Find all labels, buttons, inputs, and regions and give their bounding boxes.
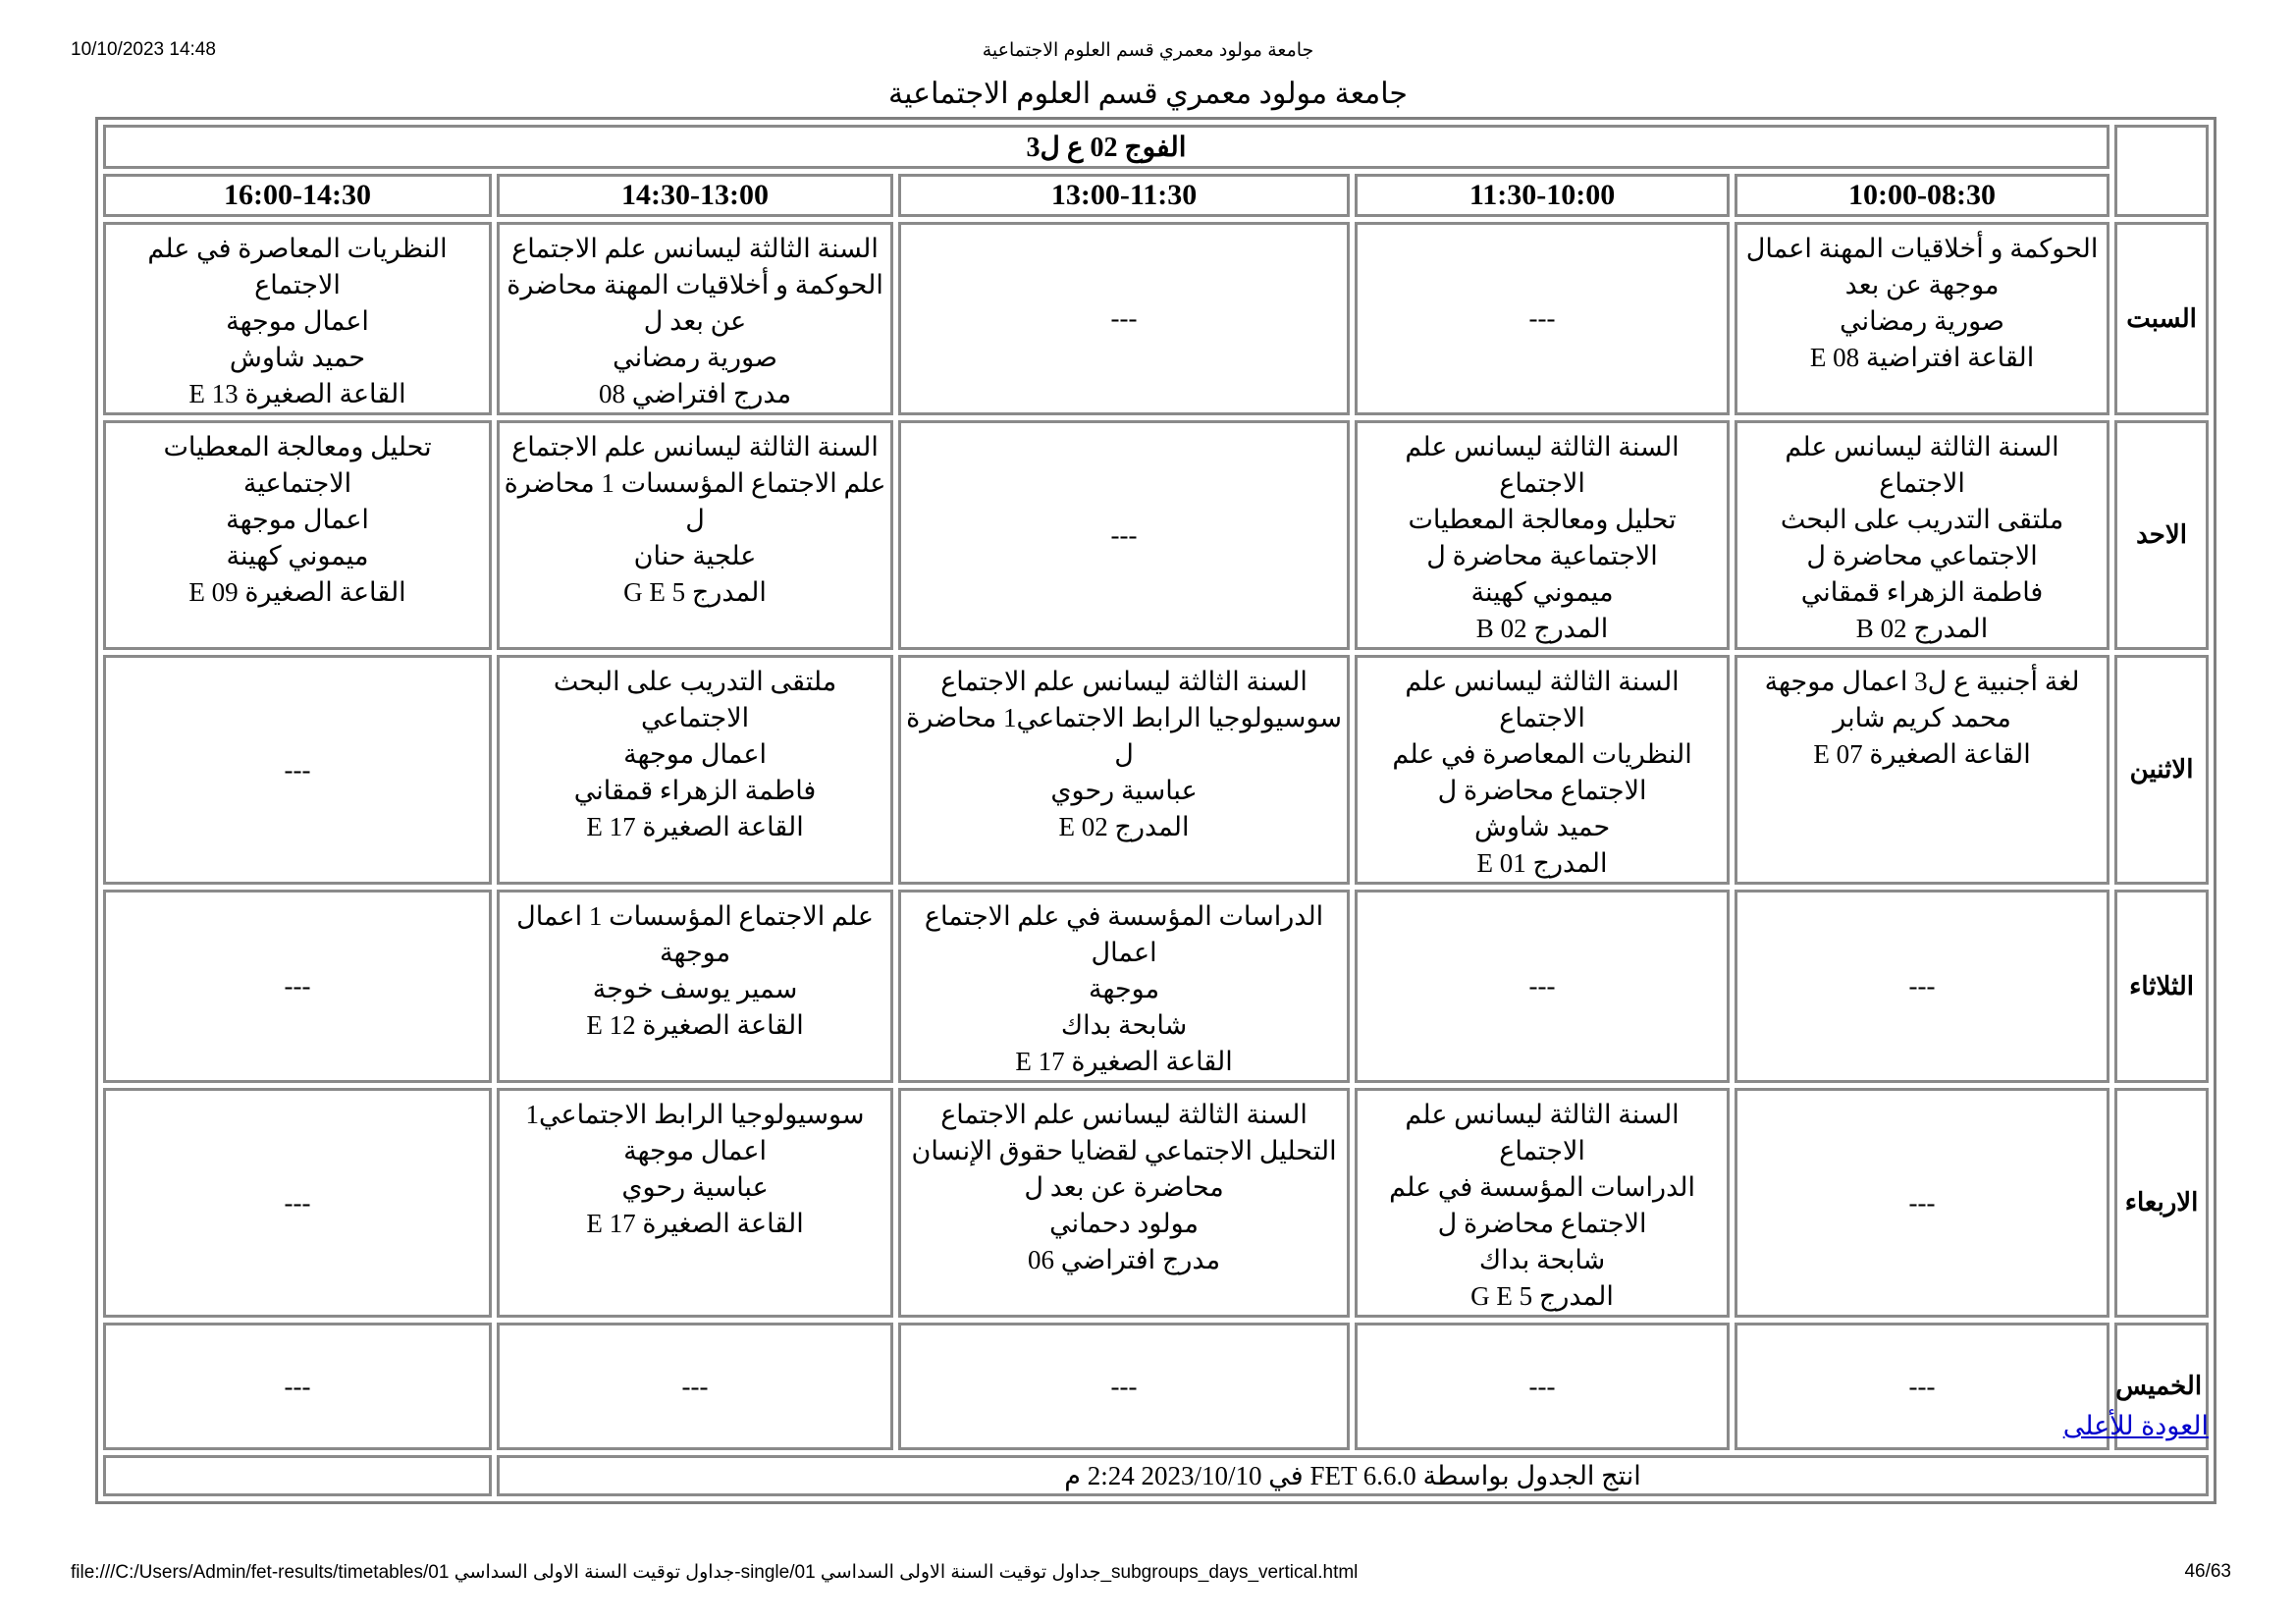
session-line: علجية حنان <box>633 541 757 570</box>
session-cell <box>1355 420 1730 650</box>
day-row <box>103 222 2209 415</box>
day-row <box>103 420 2209 650</box>
session-line: الدراسات المؤسسة في علم <box>1389 1172 1695 1202</box>
day-label: الثلاثاء <box>2114 890 2209 1083</box>
time-slot-header: 16:00-14:30 <box>103 174 492 217</box>
empty-slot: --- <box>1735 1088 2109 1318</box>
session-line: مدرج افتراضي 06 <box>1028 1245 1221 1274</box>
back-to-top-link[interactable]: العودة للأعلى <box>2062 1411 2209 1440</box>
session-line: عباسية رحوي <box>621 1172 769 1202</box>
empty-slot: --- <box>1355 222 1730 415</box>
session-line: صورية رمضاني <box>613 343 777 372</box>
session-cell <box>497 655 893 885</box>
empty-slot: --- <box>898 1323 1350 1450</box>
session-line: حميد شاوش <box>1473 812 1611 841</box>
session-line: اعمال موجهة <box>226 505 369 534</box>
session-cell <box>103 420 492 650</box>
footer-row <box>103 1455 2209 1496</box>
session-line: المدرج 02 B <box>1475 614 1609 643</box>
session-cell <box>1735 655 2109 885</box>
session-line: القاعة الصغيرة 09 E <box>188 577 406 607</box>
session-line: المدرج 02 E <box>1058 812 1190 841</box>
day-label: الاربعاء <box>2114 1088 2209 1318</box>
table-caption: جامعة مولود معمري قسم العلوم الاجتماعية <box>888 78 1408 110</box>
session-line: القاعة الصغيرة 12 E <box>586 1010 804 1040</box>
time-slots-row <box>103 174 2209 217</box>
day-label: الخميس <box>2114 1323 2209 1450</box>
day-row <box>103 655 2209 885</box>
session-line: سمير يوسف خوجة <box>592 974 798 1003</box>
session-line: سوسيولوجيا الرابط الاجتماعي1 <box>525 1100 865 1129</box>
session-cell <box>1355 655 1730 885</box>
day-row <box>103 890 2209 1083</box>
session-line: عن بعد ل <box>643 306 747 336</box>
empty-slot: --- <box>1355 890 1730 1083</box>
empty-slot: --- <box>1735 1323 2109 1450</box>
empty-slot: --- <box>1355 1323 1730 1450</box>
time-slot-header: 13:00-11:30 <box>898 174 1350 217</box>
session-line: محمد كريم شابر <box>1833 703 2011 732</box>
session-line: ملتقى التدريب على البحث الاجتماعي <box>553 667 837 732</box>
session-line: الاجتماع محاضرة ل <box>1437 776 1647 805</box>
empty-slot: --- <box>103 890 492 1083</box>
session-line: علم الاجتماع المؤسسات 1 محاضرة <box>504 468 886 498</box>
empty-slot: --- <box>103 1088 492 1318</box>
timetable <box>95 117 2216 1504</box>
session-line: علم الاجتماع المؤسسات 1 اعمال <box>516 901 874 931</box>
session-line: الاجتماعية محاضرة ل <box>1426 541 1658 570</box>
session-line: صورية رمضاني <box>1840 306 2004 336</box>
session-line: لغة أجنبية ع ل3 اعمال موجهة <box>1764 667 2080 696</box>
session-line: مدرج افتراضي 08 <box>599 379 792 408</box>
day-label: السبت <box>2114 222 2209 415</box>
time-slot-header: 11:30-10:00 <box>1355 174 1730 217</box>
session-line: ميموني كهينة <box>226 541 369 570</box>
session-line: حميد شاوش <box>229 343 366 372</box>
time-slot-header: 10:00-08:30 <box>1735 174 2109 217</box>
session-cell <box>497 420 893 650</box>
session-line: موجهة عن بعد <box>1844 270 2000 299</box>
session-line: مولود دحماني <box>1049 1209 1200 1238</box>
session-cell <box>1735 222 2109 415</box>
footer-corner-cell <box>103 1455 492 1496</box>
day-label: الاثنين <box>2114 655 2209 885</box>
print-header-title: جامعة مولود معمري قسم العلوم الاجتماعية <box>982 40 1314 61</box>
session-line: السنة الثالثة ليسانس علم الاجتماع <box>1785 432 2059 498</box>
session-line: ل <box>685 505 705 534</box>
session-line: المدرج 5 G E <box>623 577 767 607</box>
corner-cell <box>2114 125 2209 217</box>
session-line: السنة الثالثة ليسانس علم الاجتماع <box>940 1100 1308 1129</box>
session-line: النظريات المعاصرة في علم الاجتماع <box>147 234 448 299</box>
empty-slot: --- <box>898 420 1350 650</box>
session-line: الحوكمة و أخلاقيات المهنة اعمال <box>1745 234 2099 263</box>
session-line: القاعة افتراضية 08 E <box>1809 343 2035 372</box>
session-line: التحليل الاجتماعي لقضايا حقوق الإنسان <box>911 1136 1337 1165</box>
session-line: السنة الثالثة ليسانس علم الاجتماع <box>1405 432 1680 498</box>
session-line: الدراسات المؤسسة في علم الاجتماع اعمال <box>924 901 1324 967</box>
session-cell <box>1735 420 2109 650</box>
session-line: السنة الثالثة ليسانس علم الاجتماع <box>1405 667 1680 732</box>
session-line: عباسية رحوي <box>1050 776 1198 805</box>
session-line: المدرج 02 B <box>1855 614 1989 643</box>
days-body <box>103 222 2209 1450</box>
session-cell <box>898 655 1350 885</box>
session-line: شابحة بداك <box>1060 1010 1188 1040</box>
session-cell <box>497 1088 893 1318</box>
session-cell <box>497 890 893 1083</box>
print-file-path: file:///C:/Users/Admin/fet-results/timetables/01 جداول توقيت السنة الاولى السداسي-single/01 جداول توقيت السنة الاولى السداسي_subgroups_days_vertical.html <box>71 1562 1359 1583</box>
session-line: السنة الثالثة ليسانس علم الاجتماع <box>511 234 879 263</box>
session-line: السنة الثالثة ليسانس علم الاجتماع <box>940 667 1308 696</box>
session-line: ل <box>1114 739 1134 769</box>
empty-slot: --- <box>103 1323 492 1450</box>
print-datetime: 10/10/2023 14:48 <box>71 39 216 60</box>
session-line: القاعة الصغيرة 13 E <box>188 379 406 408</box>
session-line: فاطمة الزهراء قمقاني <box>1800 577 2044 607</box>
empty-slot: --- <box>497 1323 893 1450</box>
session-line: اعمال موجهة <box>623 1136 767 1165</box>
session-line: الاجتماع محاضرة ل <box>1437 1209 1647 1238</box>
session-line: سوسيولوجيا الرابط الاجتماعي1 محاضرة <box>906 703 1342 732</box>
session-line: فاطمة الزهراء قمقاني <box>573 776 817 805</box>
session-line: القاعة الصغيرة 07 E <box>1813 739 2031 769</box>
session-line: شابحة بداك <box>1478 1245 1606 1274</box>
session-line: الحوكمة و أخلاقيات المهنة محاضرة <box>507 270 883 299</box>
day-label: الاحد <box>2114 420 2209 650</box>
session-cell <box>103 222 492 415</box>
session-line: الاجتماعي محاضرة ل <box>1806 541 2038 570</box>
session-cell <box>1355 1088 1730 1318</box>
session-line: المدرج 01 E <box>1476 848 1608 878</box>
group-title: الفوج 02 ع ل3 <box>103 125 2109 169</box>
day-row <box>103 1088 2209 1318</box>
day-row <box>103 1323 2209 1450</box>
session-line: القاعة الصغيرة 17 E <box>1015 1047 1233 1076</box>
empty-slot: --- <box>898 222 1350 415</box>
empty-slot: --- <box>1735 890 2109 1083</box>
session-cell <box>497 222 893 415</box>
session-line: اعمال موجهة <box>226 306 369 336</box>
session-line: اعمال موجهة <box>623 739 767 769</box>
empty-slot: --- <box>103 655 492 885</box>
session-cell <box>898 1088 1350 1318</box>
time-slot-header: 14:30-13:00 <box>497 174 893 217</box>
session-line: موجهة <box>660 938 731 967</box>
session-line: المدرج 5 G E <box>1470 1281 1614 1311</box>
session-line: السنة الثالثة ليسانس علم الاجتماع <box>511 432 879 461</box>
generated-by-note: انتج الجدول بواسطة FET 6.6.0 في 2023/10/10 2:24 م <box>497 1455 2209 1496</box>
session-line: محاضرة عن بعد ل <box>1024 1172 1224 1202</box>
session-line: تحليل ومعالجة المعطيات الاجتماعية <box>163 432 432 498</box>
session-line: ميموني كهينة <box>1470 577 1614 607</box>
page-number: 46/63 <box>2184 1561 2231 1582</box>
session-line: النظريات المعاصرة في علم <box>1392 739 1692 769</box>
session-line: السنة الثالثة ليسانس علم الاجتماع <box>1405 1100 1680 1165</box>
session-line: موجهة <box>1089 974 1160 1003</box>
group-title-row <box>103 125 2209 169</box>
session-line: تحليل ومعالجة المعطيات <box>1408 505 1677 534</box>
session-line: القاعة الصغيرة 17 E <box>586 812 804 841</box>
session-line: القاعة الصغيرة 17 E <box>586 1209 804 1238</box>
session-cell <box>898 890 1350 1083</box>
session-line: ملتقى التدريب على البحث <box>1780 505 2064 534</box>
